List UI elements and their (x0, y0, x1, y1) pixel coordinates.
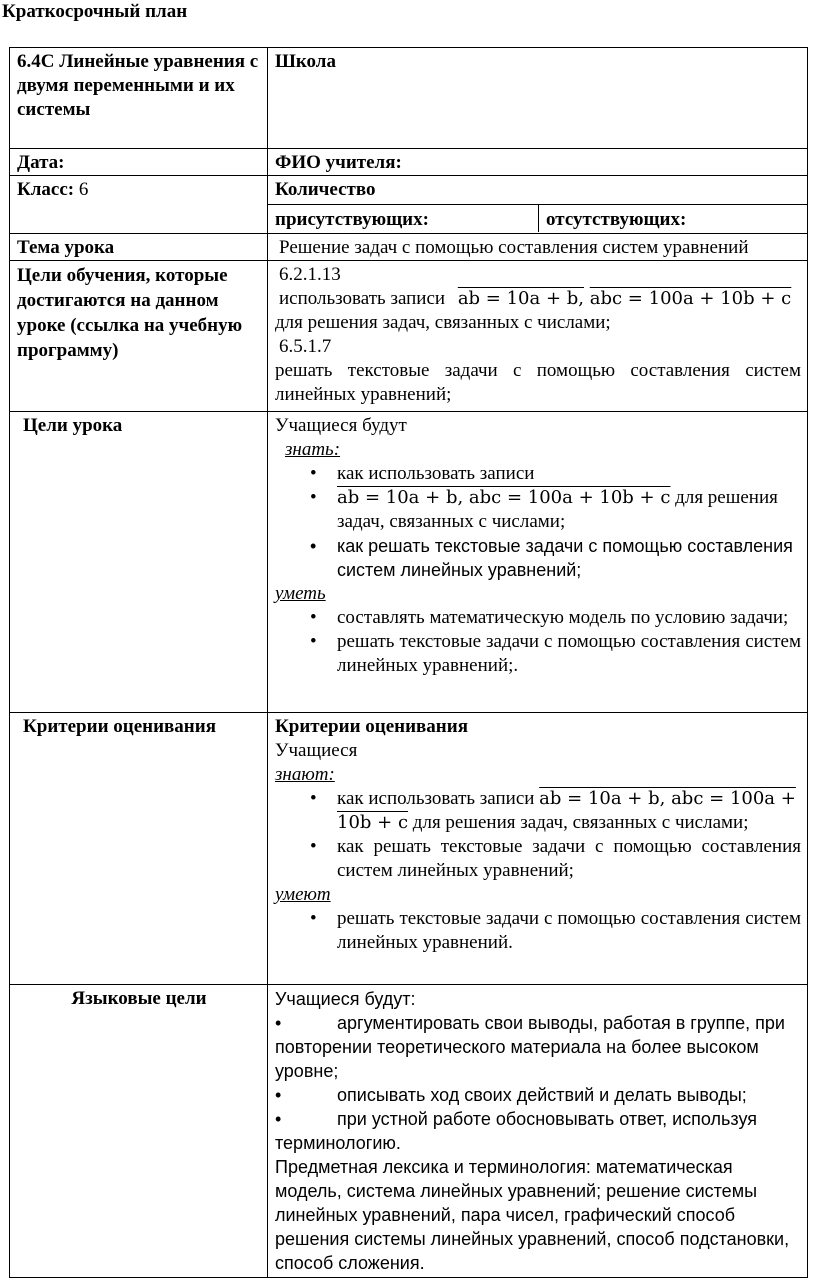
list-item: • решать текстовые задачи с помощью составления систем линейных уравнений. (275, 907, 801, 955)
list-item: • ab = 10a + b, abc = 100a + 10b + c для решения задач, связанных с числами; (275, 486, 801, 534)
table-row (10, 261, 808, 412)
class-value: 6 (74, 179, 89, 200)
criteria-title: Критерии оценивания (275, 716, 468, 737)
topic-value: Решение задач с помощью составления систем уравнений (268, 234, 808, 261)
lo2-text: решать текстовые задачи с помощью составления систем линейных уравнений; (275, 360, 801, 405)
lo1-code: 6.2.1.13 (279, 264, 341, 285)
goals-label: Цели урока (10, 412, 268, 713)
goals-intro: Учащиеся будут (275, 415, 407, 436)
school-label: Школа (268, 48, 808, 149)
language-vocabulary: Предметная лексика и терминология: математическая модель, система линейных уравнений; решение системы линейных уравнений, пара чисел, графический способ решения системы линейных уравнений, способ подстановки, способ сложения. (275, 1157, 790, 1273)
table-row (10, 412, 808, 713)
table-row (10, 48, 808, 149)
table-row (10, 176, 808, 234)
goals-know: знать: (285, 439, 341, 460)
teacher-label: ФИО учителя: (268, 149, 808, 176)
list-item: • при устной работе обосновывать ответ, используя терминологию. (275, 1109, 758, 1153)
language-goals-cell (268, 985, 808, 1278)
language-goals-label: Языковые цели (10, 985, 268, 1278)
criteria-students: Учащиеся (275, 740, 358, 761)
goals-can: уметь (275, 583, 326, 604)
page-title: Краткосрочный план (2, 1, 188, 22)
table-row (10, 713, 808, 985)
list-item: • как решать текстовые задачи с помощью составления систем линейных уравнений; (275, 835, 801, 883)
lo1-text: использовать записи (279, 288, 446, 309)
list-item: • аргументировать свои выводы, работая в группе, при повторении теоретического материала на более высоком уровне; (275, 1013, 785, 1081)
learning-objectives-label: Цели обучения, которые достигаются на данном уроке (ссылка на учебную программу) (10, 261, 268, 412)
learning-objectives-cell (268, 261, 808, 412)
lo2-code: 6.5.1.7 (279, 336, 332, 357)
absent-label: отсутствующих: (546, 209, 687, 230)
count-cell (268, 176, 808, 234)
list-item: • решать текстовые задачи с помощью составления систем линейных уравнений;. (275, 630, 801, 678)
class-label: Класс: (17, 179, 75, 200)
goals-cell (268, 412, 808, 713)
table-row (10, 234, 808, 261)
present-label: присутствующих: (268, 205, 539, 232)
criteria-label: Критерии оценивания (10, 713, 268, 985)
lo1-formula-1: ab = 10a + b, (457, 288, 585, 309)
attendance-subtable (268, 205, 807, 232)
list-item: • как решать текстовые задачи с помощью составления систем линейных уравнений; (275, 534, 801, 582)
language-intro: Учащиеся будут: (275, 989, 416, 1009)
date-label: Дата: (10, 149, 268, 176)
lo1-formula-2: abc = 100a + 10b + c (589, 288, 792, 309)
count-label: Количество (268, 176, 807, 205)
table-row (10, 149, 808, 176)
criteria-cell (268, 713, 808, 985)
criteria-know: знают: (275, 764, 335, 785)
lo1-text-b: для решения задач, связанных с числами; (275, 312, 611, 333)
list-item: • как использовать записи ab = 10a + b, abc = 100a + 10b + c для решения задач, связанных с числами; (275, 787, 801, 835)
list-item: • как использовать записи (275, 462, 801, 486)
topic-code: 6.4C Линейные уравнения с двумя переменными и их системы (10, 48, 268, 149)
criteria-can: умеют (275, 884, 331, 905)
table-row (10, 985, 808, 1278)
list-item: • составлять математическую модель по условию задачи; (275, 606, 801, 630)
topic-label: Тема урока (10, 234, 268, 261)
class-cell (10, 176, 268, 234)
list-item: • описывать ход своих действий и делать выводы; (275, 1085, 747, 1105)
lesson-plan-table (9, 47, 808, 1278)
